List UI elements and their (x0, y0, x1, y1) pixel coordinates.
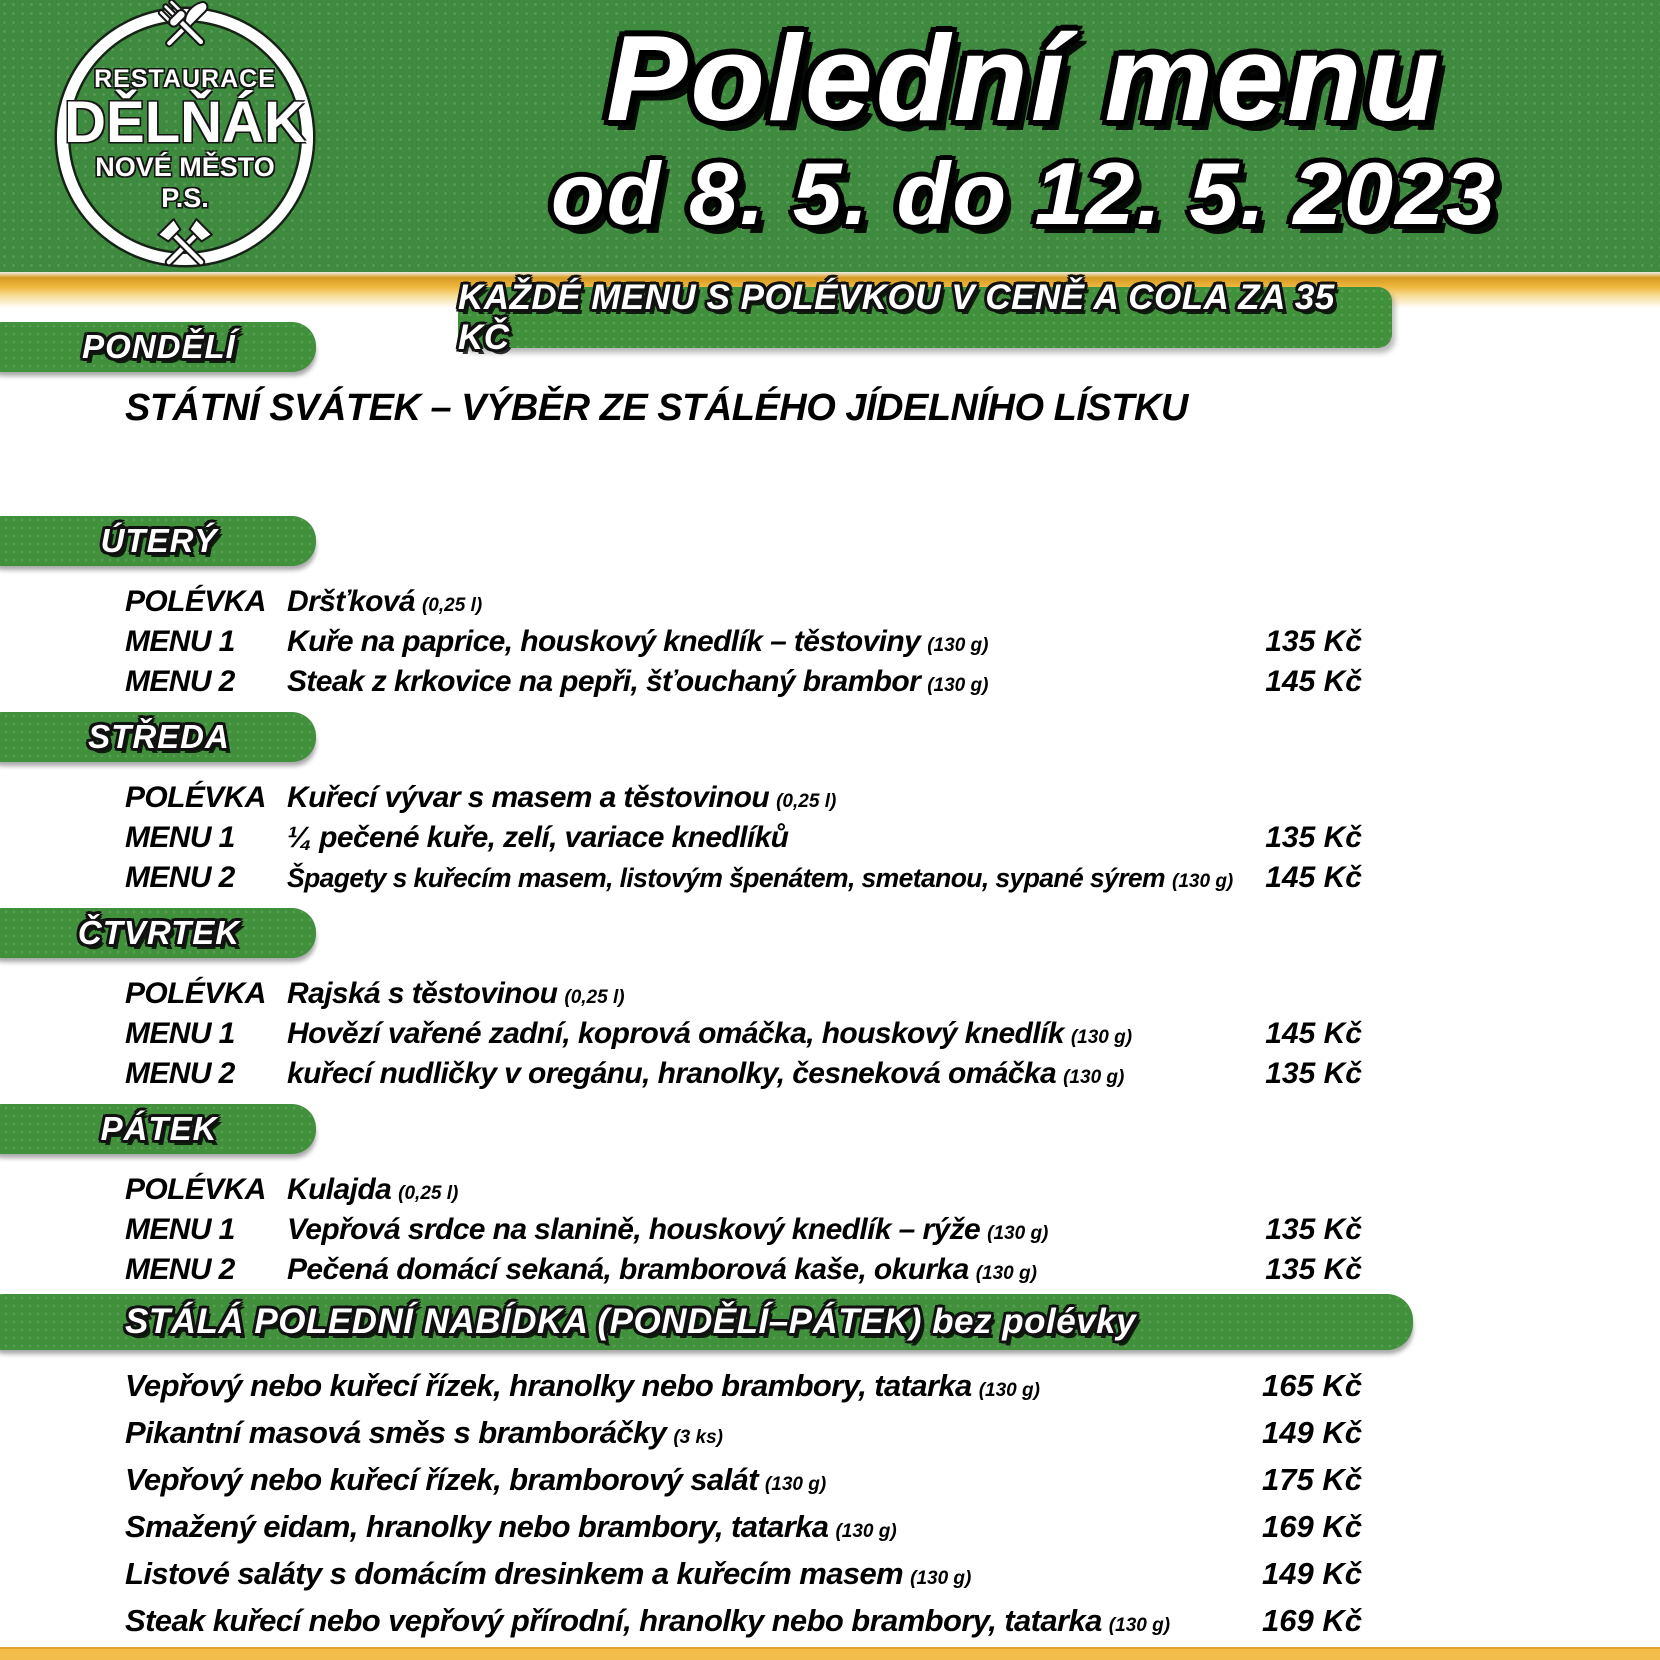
restaurant-logo (57, 9, 313, 265)
permanent-item-price: 149 Kč (1262, 1415, 1362, 1450)
menu-row-label: MENU 1 (125, 1017, 235, 1050)
menu-row-price: 135 Kč (1265, 625, 1362, 658)
permanent-item-portion-note: (130 g) (978, 1380, 1040, 1401)
permanent-offer-title: STÁLÁ POLEDNÍ NABÍDKA (PONDĚLÍ–PÁTEK) bez polévky (125, 1302, 1137, 1341)
menu-row-label: MENU 2 (125, 665, 235, 698)
day-label: PONDĚLÍ (82, 328, 236, 365)
menu-row-label: MENU 2 (125, 861, 235, 894)
poster-date-range: od 8. 5. do 12. 5. 2023 (551, 144, 1497, 244)
permanent-item-row (0, 1503, 1660, 1550)
permanent-item-portion-note: (130 g) (1108, 1615, 1171, 1636)
menu-row-price: 135 Kč (1265, 1213, 1362, 1246)
permanent-item-row (0, 1362, 1660, 1409)
menu-row-portion-note: (130 g) (1063, 1067, 1125, 1088)
menu-row-text (287, 1054, 1242, 1098)
day-sections (0, 322, 1660, 1290)
menu-row-dish: Špagety s kuřecím masem, listovým špenátem, smetanou, sypané sýrem (287, 863, 1166, 893)
menu-row-text (287, 1014, 1242, 1058)
crossed-hammers-icon (146, 216, 224, 281)
fork-and-knife-icon (145, 0, 225, 63)
poster-title: Polední menu (606, 10, 1442, 146)
menu-row-price: 145 Kč (1265, 861, 1362, 894)
menu-row (0, 662, 1660, 702)
menu-row-portion-note: (130 g) (1172, 871, 1234, 892)
permanent-item-portion-note: (3 ks) (673, 1427, 723, 1448)
menu-row-portion-note: (0,25 l) (421, 595, 483, 616)
day-label: STŘEDA (88, 718, 230, 755)
menu-row-portion-note: (130 g) (1070, 1027, 1133, 1048)
menu-row-dish: Rajská s těstovinou (287, 977, 558, 1010)
menu-row-text (287, 858, 1242, 902)
permanent-item-price: 169 Kč (1262, 1509, 1362, 1544)
menu-content (0, 310, 1660, 1644)
day-rows (0, 778, 1660, 898)
menu-row (0, 1210, 1660, 1250)
menu-row-text (287, 622, 1242, 666)
day-label: ČTVRTEK (77, 914, 241, 951)
menu-row-portion-note: (0,25 l) (398, 1183, 459, 1204)
menu-row-text (287, 818, 1242, 858)
permanent-item-text (125, 1362, 1232, 1414)
menu-row-dish: Steak z krkovice na pepři, šťouchaný brambor (287, 665, 921, 698)
menu-row-dish: Hovězí vařené zadní, koprová omáčka, houskový knedlík (287, 1017, 1064, 1050)
poster-title-block (400, 10, 1648, 244)
menu-row-price: 135 Kč (1265, 1057, 1362, 1090)
day-bar (0, 908, 316, 958)
menu-row (0, 818, 1660, 858)
permanent-item-row (0, 1597, 1660, 1644)
menu-row-price: 135 Kč (1265, 1253, 1362, 1286)
menu-row-dish: kuřecí nudličky v oregánu, hranolky, česneková omáčka (287, 1057, 1057, 1090)
permanent-item-text (125, 1409, 1232, 1461)
day-section (0, 1104, 1660, 1290)
soup-cola-banner (458, 277, 1392, 357)
menu-row-dish: Pečená domácí sekaná, bramborová kaše, okurka (287, 1253, 969, 1286)
menu-row-text (287, 778, 1242, 822)
day-label: ÚTERÝ (100, 522, 218, 559)
day-bar (0, 516, 316, 566)
permanent-item-dish: Vepřový nebo kuřecí řízek, bramborový salát (125, 1462, 758, 1497)
permanent-item-row (0, 1456, 1660, 1503)
permanent-item-row (0, 1409, 1660, 1456)
menu-row-text (287, 1170, 1242, 1214)
menu-row-label: POLÉVKA (125, 781, 266, 814)
holiday-note: STÁTNÍ SVÁTEK – VÝBĚR ZE STÁLÉHO JÍDELNÍHO LÍSTKU (125, 387, 1188, 429)
menu-row-text (287, 582, 1242, 626)
logo-city-text: NOVÉ MĚSTO P.S. (95, 151, 275, 213)
menu-row-dish: Vepřová srdce na slanině, houskový knedlík – rýže (287, 1213, 981, 1246)
soup-cola-banner-text: KAŽDÉ MENU S POLÉVKOU V CENĚ A COLA ZA 35 KČ (458, 277, 1335, 357)
menu-row-text (287, 974, 1242, 1018)
permanent-offer-section (0, 1294, 1660, 1644)
menu-row-label: MENU 1 (125, 625, 235, 658)
menu-row-portion-note: (130 g) (927, 675, 989, 696)
menu-row-portion-note: (0,25 l) (564, 987, 625, 1008)
menu-row-dish: Kulajda (287, 1173, 392, 1206)
permanent-item-dish: Smažený eidam, hranolky nebo brambory, tatarka (125, 1509, 829, 1544)
menu-row-text (287, 1250, 1242, 1294)
day-rows (0, 582, 1660, 702)
permanent-item-row (0, 1550, 1660, 1597)
permanent-item-price: 165 Kč (1262, 1368, 1362, 1403)
day-section (0, 908, 1660, 1094)
logo-restaurace-text: RESTAURACE (94, 64, 276, 93)
menu-row (0, 778, 1660, 818)
day-bar (0, 322, 316, 372)
menu-row (0, 858, 1660, 898)
menu-row-price: 135 Kč (1265, 821, 1362, 854)
permanent-item-portion-note: (130 g) (764, 1474, 827, 1495)
menu-row-label: MENU 1 (125, 1213, 235, 1246)
logo-delnak-text: DĚLŇÁK (64, 89, 306, 155)
menu-row-label: POLÉVKA (125, 977, 266, 1010)
day-rows (0, 1170, 1660, 1290)
menu-row (0, 974, 1660, 1014)
menu-row-dish: Dršťková (287, 585, 415, 618)
menu-row-price: 145 Kč (1265, 1017, 1362, 1050)
day-rows (0, 974, 1660, 1094)
menu-row-text (287, 662, 1242, 706)
menu-row (0, 622, 1660, 662)
menu-row-dish: Kuře na paprice, houskový knedlík – těstoviny (287, 625, 921, 658)
permanent-item-price: 149 Kč (1262, 1556, 1362, 1591)
menu-row-portion-note: (0,25 l) (776, 791, 837, 812)
permanent-item-text (125, 1456, 1232, 1508)
permanent-item-text (125, 1597, 1232, 1649)
permanent-item-dish: Steak kuřecí nebo vepřový přírodní, hranolky nebo brambory, tatarka (125, 1603, 1102, 1638)
day-bar (0, 712, 316, 762)
menu-row-portion-note: (130 g) (987, 1223, 1049, 1244)
menu-row-portion-note: (130 g) (975, 1263, 1037, 1284)
permanent-item-dish: Vepřový nebo kuřecí řízek, hranolky nebo brambory, tatarka (125, 1368, 972, 1403)
menu-row-dish: Kuřecí vývar s masem a těstovinou (287, 781, 770, 814)
permanent-item-text (125, 1550, 1232, 1602)
permanent-item-price: 175 Kč (1262, 1462, 1362, 1497)
permanent-item-portion-note: (130 g) (835, 1521, 897, 1542)
day-label: PÁTEK (100, 1110, 218, 1147)
permanent-item-price: 169 Kč (1262, 1603, 1362, 1638)
menu-row (0, 1250, 1660, 1290)
permanent-item-text (125, 1503, 1232, 1555)
menu-row-portion-note: (130 g) (927, 635, 989, 656)
permanent-offer-items (0, 1362, 1660, 1644)
menu-row-label: MENU 2 (125, 1253, 235, 1286)
menu-row-label: POLÉVKA (125, 585, 266, 618)
day-section (0, 712, 1660, 898)
day-bar (0, 1104, 316, 1154)
menu-row (0, 1170, 1660, 1210)
menu-row (0, 1054, 1660, 1094)
permanent-item-portion-note: (130 g) (910, 1568, 972, 1589)
menu-row-dish: ¼ pečené kuře, zelí, variace knedlíků (287, 821, 789, 854)
menu-row (0, 1014, 1660, 1054)
permanent-item-dish: Listové saláty s domácím dresinkem a kuřecím masem (125, 1556, 904, 1591)
permanent-item-dish: Pikantní masová směs s bramboráčky (125, 1415, 667, 1450)
menu-row-label: POLÉVKA (125, 1173, 266, 1206)
menu-row (0, 582, 1660, 622)
menu-row-text (287, 1210, 1242, 1254)
menu-row-price: 145 Kč (1265, 665, 1362, 698)
day-section (0, 516, 1660, 702)
menu-row-label: MENU 2 (125, 1057, 235, 1090)
gold-divider-bottom (0, 1647, 1660, 1660)
menu-row-label: MENU 1 (125, 821, 235, 854)
permanent-offer-bar (0, 1294, 1413, 1350)
